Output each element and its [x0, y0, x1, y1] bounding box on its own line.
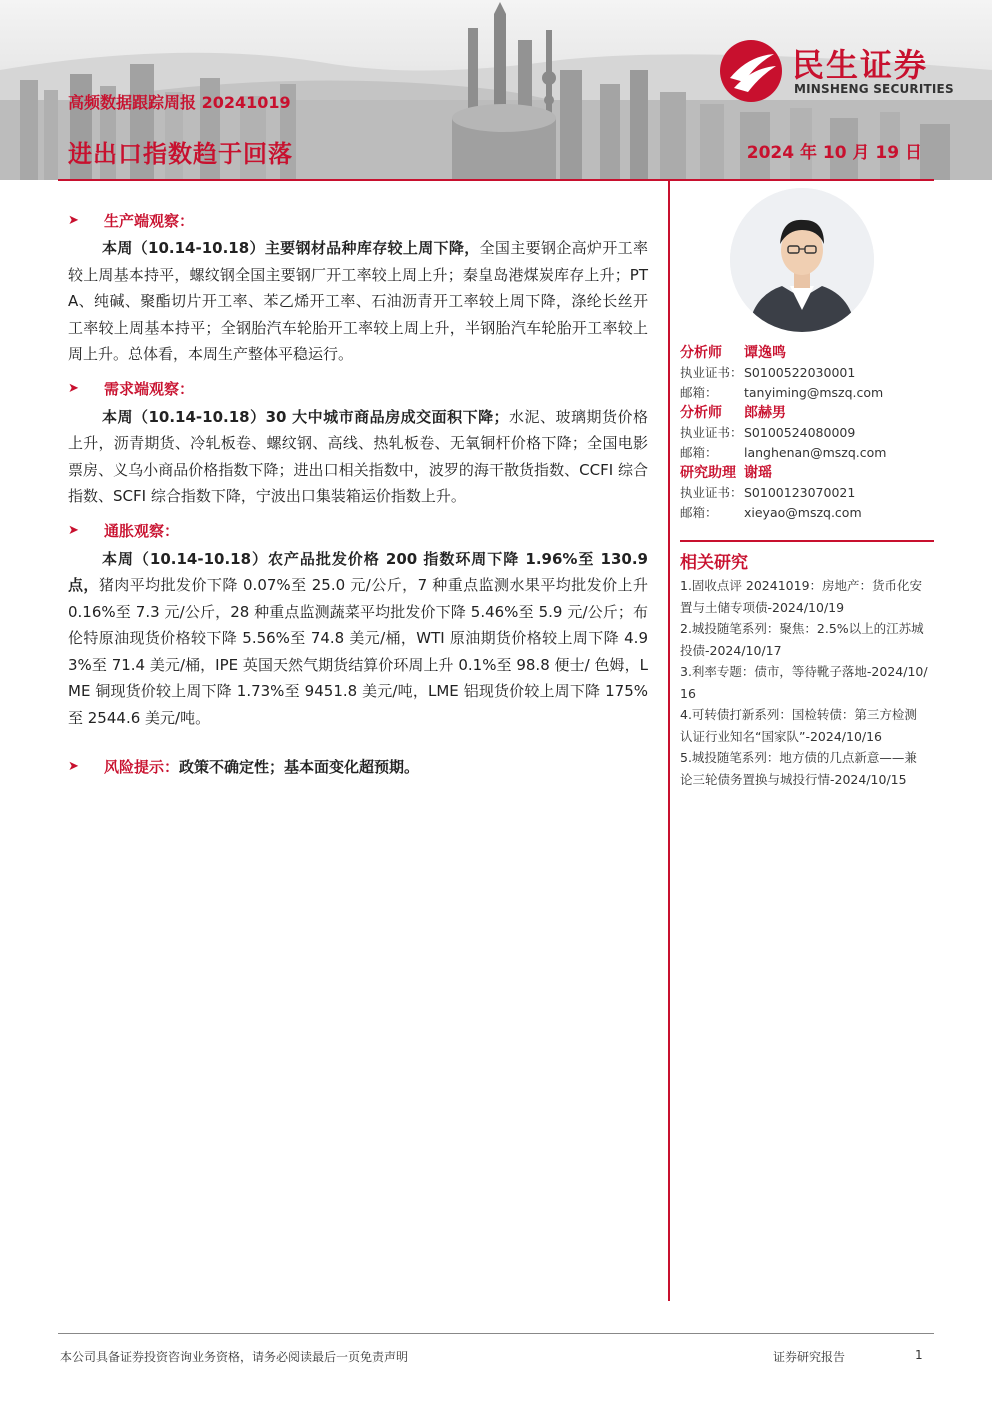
section-header — [68, 205, 648, 235]
analyst-email[interactable]: xieyao@mszq.com — [744, 504, 862, 520]
analyst-email-row — [680, 382, 934, 402]
cert-label: 执业证书： — [680, 365, 743, 380]
analyst-portrait-icon — [730, 188, 874, 332]
cert-number: S0100524080009 — [744, 424, 856, 440]
section-production — [68, 205, 648, 368]
email-label: 邮箱： — [680, 385, 718, 400]
related-research-item[interactable]: 5.城投随笔系列：地方债的几点新意——兼论三轮债务置换与城投行情-2024/10/15 — [680, 750, 917, 787]
analyst-role: 分析师 — [680, 405, 722, 421]
section-paragraph — [68, 404, 648, 510]
section-header — [68, 516, 648, 546]
header-banner — [0, 0, 992, 180]
minsheng-logo — [718, 38, 968, 104]
analyst-name-row — [680, 402, 934, 422]
related-rule — [680, 540, 934, 542]
cert-number: S0100123070021 — [744, 484, 856, 500]
analyst-photo — [730, 188, 874, 332]
analyst-name-row — [680, 462, 934, 482]
arrow-bullet-icon: ➤ — [68, 523, 79, 538]
footer-disclaimer: 本公司具备证券投资咨询业务资格，请务必阅读最后一页免责声明 — [60, 1350, 409, 1364]
logo-english-name: MINSHENG SECURITIES — [794, 82, 954, 96]
risk-title: 风险提示： — [104, 757, 180, 776]
analyst-role: 研究助理 — [680, 465, 736, 481]
arrow-bullet-icon: ➤ — [68, 212, 79, 228]
analyst-name: 谢瑶 — [744, 465, 772, 481]
analyst-role: 分析师 — [680, 345, 722, 361]
analyst-email-row — [680, 442, 934, 462]
paragraph-body: 水泥、玻璃期货价格上升，沥青期货、冷轧板卷、螺纹钢、高线、热轧板卷、无氧铜杆价格下降；全国电影票房、义乌小商品价格指数下降；进出口相关指数中，波罗的海干散货指数、CCFI 综合指数、SCFI 综合指数下降，宁波出口集装箱运价指数上升。 — [68, 407, 648, 505]
analyst-cert-row — [680, 422, 934, 442]
logo-chinese-name: 民生证券 — [792, 46, 929, 84]
risk-warning — [68, 751, 648, 781]
header-rule — [58, 179, 934, 181]
analyst-list — [680, 342, 934, 522]
section-inflation — [68, 516, 648, 732]
paragraph-body: 全国主要钢企高炉开工率较上周基本持平，螺纹钢全国主要钢厂开工率较上周上升；秦皇岛港煤炭库存上升；PTA、纯碱、聚酯切片开工率、苯乙烯开工率、石油沥青开工率较上周下降，涤纶长丝开工率较上周基本持平；全钢胎汽车轮胎开工率较上周上升，半钢胎汽车轮胎开工率较上周上升。总体看，本周生产整体平稳运行。 — [68, 239, 648, 363]
arrow-bullet-icon: ➤ — [68, 758, 79, 774]
analyst-name-row — [680, 342, 934, 362]
risk-text: 政策不确定性；基本面变化超预期。 — [179, 757, 420, 776]
footer-rule — [58, 1333, 934, 1334]
related-research-item[interactable]: 3.利率专题：债市，等待靴子落地-2024/10/16 — [680, 664, 928, 701]
report-title: 进出口指数趋于回落 — [68, 140, 293, 168]
analyst-name: 郎赫男 — [744, 405, 786, 421]
main-content — [68, 205, 648, 781]
analyst-email[interactable]: langhenan@mszq.com — [744, 444, 887, 460]
section-title: 生产端观察： — [104, 211, 195, 230]
analyst-cert-row — [680, 362, 934, 382]
arrow-bullet-icon: ➤ — [68, 381, 79, 396]
analyst-name: 谭逸鸣 — [744, 345, 786, 361]
paragraph-body: 猪肉平均批发价下降 0.07%至 25.0 元/公斤，7 种重点监测水果平均批发价上升 0.16%至 7.3 元/公斤，28 种重点监测蔬菜平均批发价下降 5.46%至 5.9 元/公斤；布伦特原油现货价格较下降 5.56%至 74.8 美元/桶，WTI 原油期货价格较上周下降 4.93%至 71.4 美元/桶，IPE 英国天然气期货结算价环周上升 0.1%至 98.8 便士/ 色姆，LME 铜现货价较上周下降 1.73%至 9451.8 美元/吨，LME 铝现货价较上周下降 175%至 2544.6 美元/吨。 — [68, 576, 648, 727]
related-research-list — [680, 575, 928, 790]
section-title: 通胀观察： — [104, 522, 180, 540]
related-research-item[interactable]: 4.可转债打新系列：国检转债：第三方检测认证行业知名“国家队”-2024/10/16 — [680, 707, 917, 744]
page-number: 1 — [915, 1348, 923, 1362]
cert-label: 执业证书： — [680, 425, 743, 440]
related-research-title: 相关研究 — [680, 553, 748, 573]
report-date: 2024 年 10 月 19 日 — [746, 143, 922, 163]
email-label: 邮箱： — [680, 505, 718, 520]
related-research-item[interactable]: 2.城投随笔系列：聚焦：2.5%以上的江苏城投债-2024/10/17 — [680, 621, 924, 658]
analyst-cert-row — [680, 482, 934, 502]
column-divider — [668, 181, 670, 1301]
section-paragraph — [68, 546, 648, 732]
related-research-item[interactable]: 1.固收点评 20241019：房地产：货币化安置与土储专项债-2024/10/19 — [680, 578, 923, 615]
footer-doc-type: 证券研究报告 — [773, 1350, 846, 1364]
report-series: 高频数据跟踪周报 20241019 — [68, 93, 291, 112]
analyst-email[interactable]: tanyiming@mszq.com — [744, 384, 884, 400]
section-header — [68, 374, 648, 404]
paragraph-lead: 本周（10.14-10.18）主要钢材品种库存较上周下降， — [102, 239, 480, 257]
section-title: 需求端观察： — [104, 380, 195, 398]
cert-number: S0100522030001 — [744, 364, 856, 380]
cert-label: 执业证书： — [680, 485, 743, 500]
paragraph-lead: 本周（10.14-10.18）30 大中城市商品房成交面积下降； — [102, 407, 509, 426]
section-demand — [68, 374, 648, 510]
email-label: 邮箱： — [680, 445, 718, 460]
paragraph-lead: 本周（10.14-10.18）农产品批发价格 200 指数环周下降 1.96%至 130.9 点， — [68, 549, 648, 594]
section-paragraph — [68, 235, 648, 368]
analyst-email-row — [680, 502, 934, 522]
logo-mark-icon — [718, 38, 784, 104]
